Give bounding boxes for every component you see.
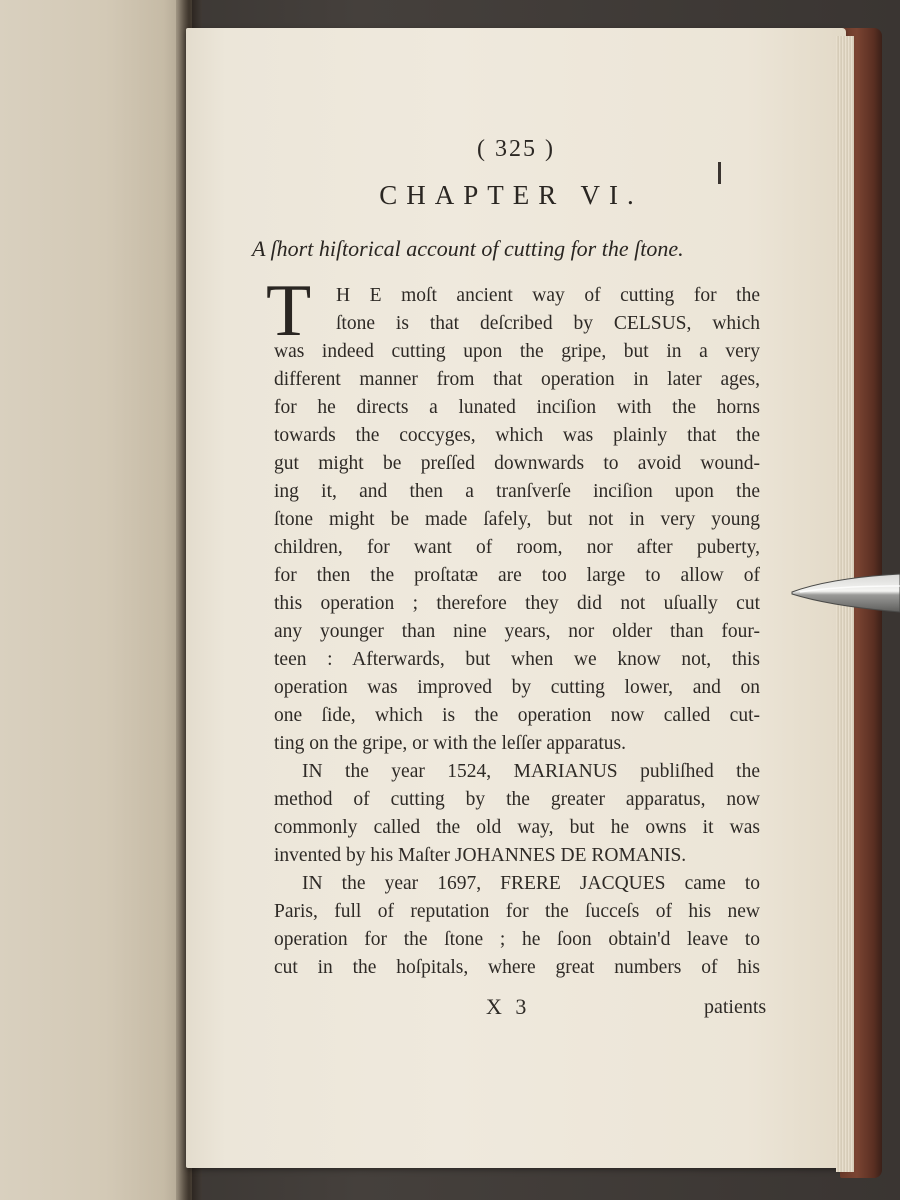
text-line: towards the coccyges, which was plainly that the (274, 425, 760, 446)
text-line: children, for want of room, nor after puberty, (274, 537, 760, 558)
text-line: any younger than nine years, nor older than four- (274, 621, 760, 642)
drop-cap: T (266, 270, 312, 352)
text-line: this operation ; therefore they did not uſually cut (274, 593, 760, 614)
text-line: cut in the hoſpitals, where great numbers of his (274, 957, 760, 978)
book-page (186, 28, 846, 1168)
left-cover-board (0, 0, 192, 1200)
text-line: Paris, full of reputation for the ſucceſs of his new (274, 901, 760, 922)
text-line: operation was improved by cutting lower, and on (274, 677, 760, 698)
text-line: gut might be preſſed downwards to avoid wound- (274, 453, 760, 474)
text-line: was indeed cutting upon the gripe, but in a very (274, 341, 760, 362)
text-line: ting on the gripe, or with the leſſer apparatus. (274, 733, 626, 754)
text-line: ſtone might be made ſafely, but not in very young (274, 509, 760, 530)
chapter-subtitle: A ſhort hiſtorical account of cutting for the ſtone. (252, 236, 684, 261)
text-line: commonly called the old way, but he owns it was (274, 817, 760, 838)
catchword: patients (704, 996, 767, 1018)
text-line: ſtone is that deſcribed by CELSUS, which (336, 313, 760, 334)
text-line: ing it, and then a tranſverſe inciſion upon the (274, 481, 760, 502)
text-line: invented by his Maſter JOHANNES DE ROMANIS. (274, 845, 687, 866)
chapter-title: CHAPTER VI. (379, 180, 643, 210)
text-line: IN the year 1697, FRERE JACQUES came to (302, 873, 760, 894)
text-line: one ſide, which is the operation now called cut- (274, 705, 760, 726)
metal-pointer-icon (790, 570, 900, 616)
text-line: H E moſt ancient way of cutting for the (336, 285, 760, 306)
text-line: method of cutting by the greater apparatus, now (274, 789, 760, 810)
signature-mark: X 3 (486, 994, 531, 1019)
text-line: operation for the ſtone ; he ſoon obtain'd leave to (274, 929, 760, 950)
text-line: different manner from that operation in later ages, (274, 369, 760, 390)
text-line: IN the year 1524, MARIANUS publiſhed the (302, 761, 760, 782)
text-line: for he directs a lunated inciſion with the horns (274, 397, 760, 418)
text-line: for then the proſtatæ are too large to allow of (274, 565, 760, 586)
page-number: ( 325 ) (477, 136, 555, 162)
text-line: teen : Afterwards, but when we know not, this (274, 649, 760, 670)
